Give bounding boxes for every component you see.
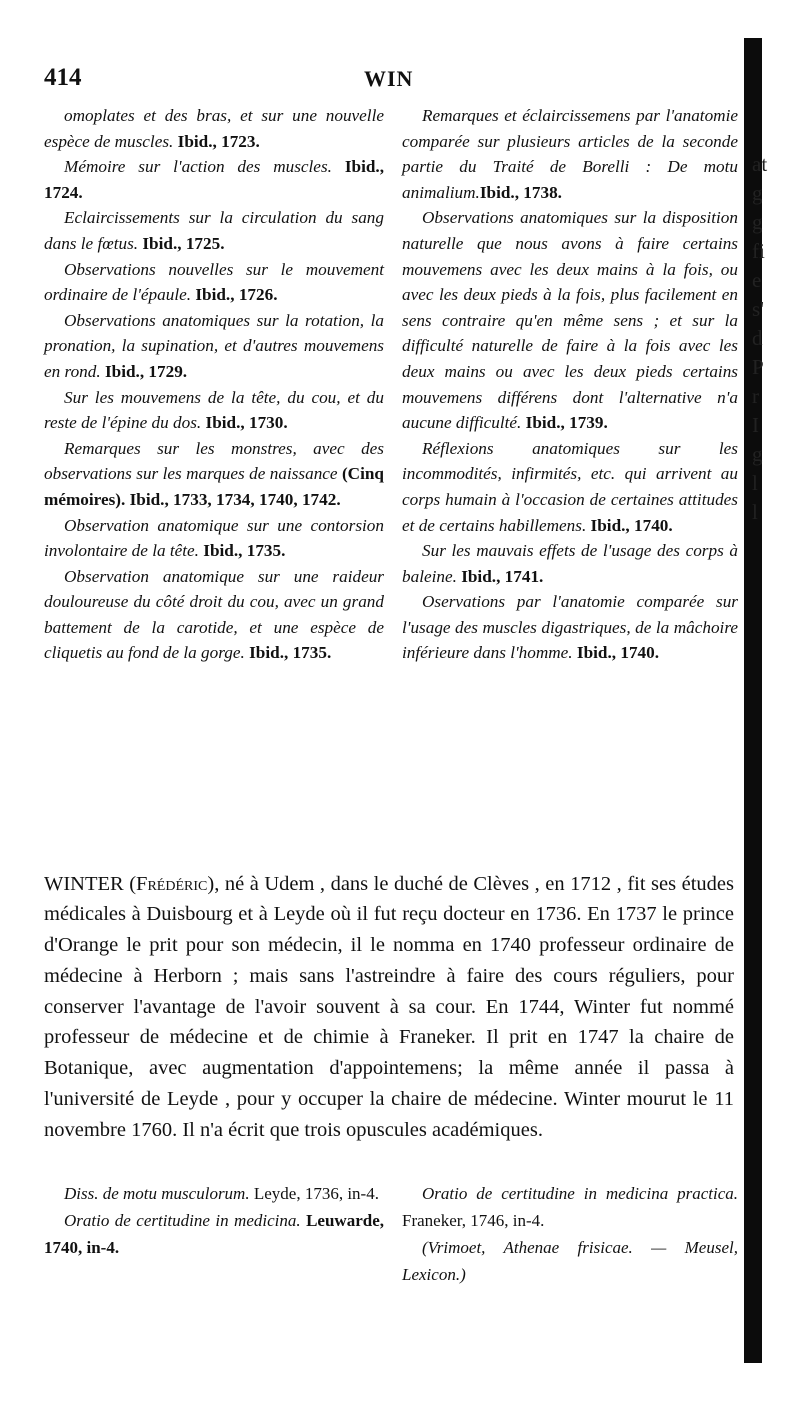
bibliography-entry — [402, 436, 738, 538]
bleed-fragment: fi — [752, 239, 765, 263]
bibliography-entry — [44, 513, 384, 564]
bleed-fragment: I — [752, 413, 759, 437]
entry-source: Ibid., 1729. — [100, 361, 188, 381]
work-title: Oratio de certitudine in medicina practica. — [422, 1184, 738, 1203]
entry-title: Remarques et éclaircissemens par l'anatomie comparée sur plusieurs articles de la seconde partie du Traité de Borelli : De motu animalium. — [402, 106, 738, 202]
bibliography-entry — [402, 538, 738, 589]
work-title: Diss. de motu musculorum. — [64, 1184, 250, 1203]
entry-source: Ibid., 1725. — [138, 233, 225, 253]
entry-source: Ibid., 1741. — [456, 566, 544, 586]
biography-name: WINTER — [44, 872, 124, 895]
bleed-fragment: l — [752, 500, 758, 524]
bleed-fragment: g — [752, 210, 763, 234]
biography-forename: (Frédéric) — [129, 872, 215, 895]
entry-source: Ibid., 1738. — [479, 182, 562, 202]
bleed-fragment: g — [752, 442, 763, 466]
bibliography-entry — [44, 103, 384, 154]
biography-paragraph — [44, 869, 734, 1146]
page-number: 414 — [44, 64, 82, 91]
bleed-fragment: d — [752, 326, 763, 350]
source-citation — [402, 1234, 738, 1288]
biography-text: , né à Udem , dans le duché de Clèves , en 1712 , fit ses études médicales à Duisbourg et à Leyde où il fut reçu docteur en 1736. En 1737 le prince d'Orange le prit pour son médecin, il le nomma en 1740 professeur ordinaire de médecine à Herborn ; mais sans l'astreindre à faire des cours réguliers, pour conserver l'avantage de l'avoir souvent à sa cour. En 1744, Winter fut nommé professeur de médecine et de chimie à Franeker. Il prit en 1747 la chaire de Botanique, avec augmentation d'appointemens; la même année il passa à l'université de Leyde , pour y occuper la chaire de médecine. Winter mourut le 11 novembre 1760. Il n'a écrit que trois opuscules académiques. — [44, 872, 734, 1141]
citation-text: (Vrimoet, Athenae frisicae. — Meusel, Lexicon.) — [402, 1238, 738, 1284]
bibliography-entry — [44, 436, 384, 513]
bibliography-entry — [44, 385, 384, 436]
entry-title: omoplates et des bras, et sur une nouvelle espèce de muscles. — [44, 106, 384, 151]
entry-title: Observations nouvelles sur le mouvement ordinaire de l'épaule. — [44, 259, 384, 305]
works-left-column — [44, 1180, 384, 1261]
work-entry — [402, 1180, 738, 1234]
entry-source: (Cinq mémoires). Ibid., 1733, 1734, 1740, 1742. — [44, 464, 384, 509]
entry-source: Ibid., 1730. — [201, 413, 288, 433]
entry-title: Remarques sur les monstres, avec des observations sur les marques de naissance — [44, 438, 384, 484]
work-source: Franeker, 1746, in-4. — [402, 1211, 545, 1230]
entry-source: Ibid., 1735. — [198, 541, 286, 561]
entry-source: Ibid., 1723. — [173, 131, 260, 151]
bleed-fragment: l — [752, 471, 758, 495]
bibliography-entry — [402, 589, 738, 666]
entry-title: Observation anatomique sur une contorsion involontaire de la tête. — [44, 515, 384, 561]
entry-source: Ibid., 1724. — [44, 157, 384, 202]
bibliography-entry — [44, 154, 384, 205]
entry-title: Oservations par l'anatomie comparée sur l'usage des muscles digastriques, de la mâchoire inférieure dans l'homme. — [402, 592, 738, 663]
entry-source: Ibid., 1735. — [244, 643, 332, 663]
entry-title: Observations anatomiques sur la disposition naturelle que nous avons à faire certains mouvemens avec les deux mains à la fois, ou avec les deux pieds à la fois, plus facilement en sens contraire qu'en même sens ; et sur la difficulté naturelle de faire à la fois avec les deux mains ou avec les deux pieds certains mouvemens différens dont l'alternative n'a aucune difficulté. — [402, 208, 738, 433]
page-header — [44, 64, 734, 94]
bibliography-entry — [402, 205, 738, 435]
work-source: Leyde, 1736, in-4. — [249, 1184, 379, 1203]
works-right-column — [402, 1180, 738, 1288]
bibliography-entry — [44, 205, 384, 256]
running-head: WIN — [364, 66, 414, 91]
bleed-fragment: at — [752, 152, 768, 176]
entry-source: Ibid., 1739. — [521, 413, 608, 433]
entry-title: Sur les mauvais effets de l'usage des corps à baleine. — [402, 541, 738, 586]
entry-title: Eclaircissements sur la circulation du sang dans le fœtus. — [44, 208, 384, 253]
bibliography-entry — [44, 308, 384, 385]
bleed-fragment: r — [752, 384, 759, 408]
entry-source: Ibid., 1740. — [572, 643, 660, 663]
entry-source: Ibid., 1740. — [586, 515, 673, 535]
entry-title: Mémoire sur l'action des muscles. — [64, 157, 332, 177]
entry-title: Sur les mouvemens de la tête, du cou, et du reste de l'épine du dos. — [44, 387, 384, 433]
entry-title: Observation anatomique sur une raideur douloureuse du côté droit du cou, avec un grand battement de la carotide, et une espèce de cliquetis au fond de la gorge. — [44, 566, 384, 663]
bleed-fragment: g — [752, 181, 763, 205]
work-title: Oratio de certitudine in medicina. — [64, 1211, 301, 1230]
bleed-fragment: e — [752, 268, 762, 292]
work-entry — [44, 1180, 384, 1207]
right-column — [402, 103, 738, 666]
bibliography-entry — [44, 257, 384, 308]
adjacent-page-bleed — [752, 150, 792, 527]
work-entry — [44, 1207, 384, 1261]
bleed-fragment: s' — [752, 297, 764, 321]
bibliography-entry — [402, 103, 738, 205]
entry-title: Réflexions anatomiques sur les incommodités, infirmités, etc. qui arrivent au corps humain à l'occasion de certaines attitudes et de certains habillemens. — [402, 438, 738, 535]
work-source: Leuwarde, 1740, in-4. — [44, 1211, 384, 1257]
bibliography-entry — [44, 564, 384, 666]
entry-title: Observations anatomiques sur la rotation, la pronation, la supination, et d'autres mouvemens en rond. — [44, 310, 384, 381]
bleed-fragment: P — [752, 355, 764, 379]
left-column — [44, 103, 384, 666]
entry-source: Ibid., 1726. — [191, 285, 278, 305]
